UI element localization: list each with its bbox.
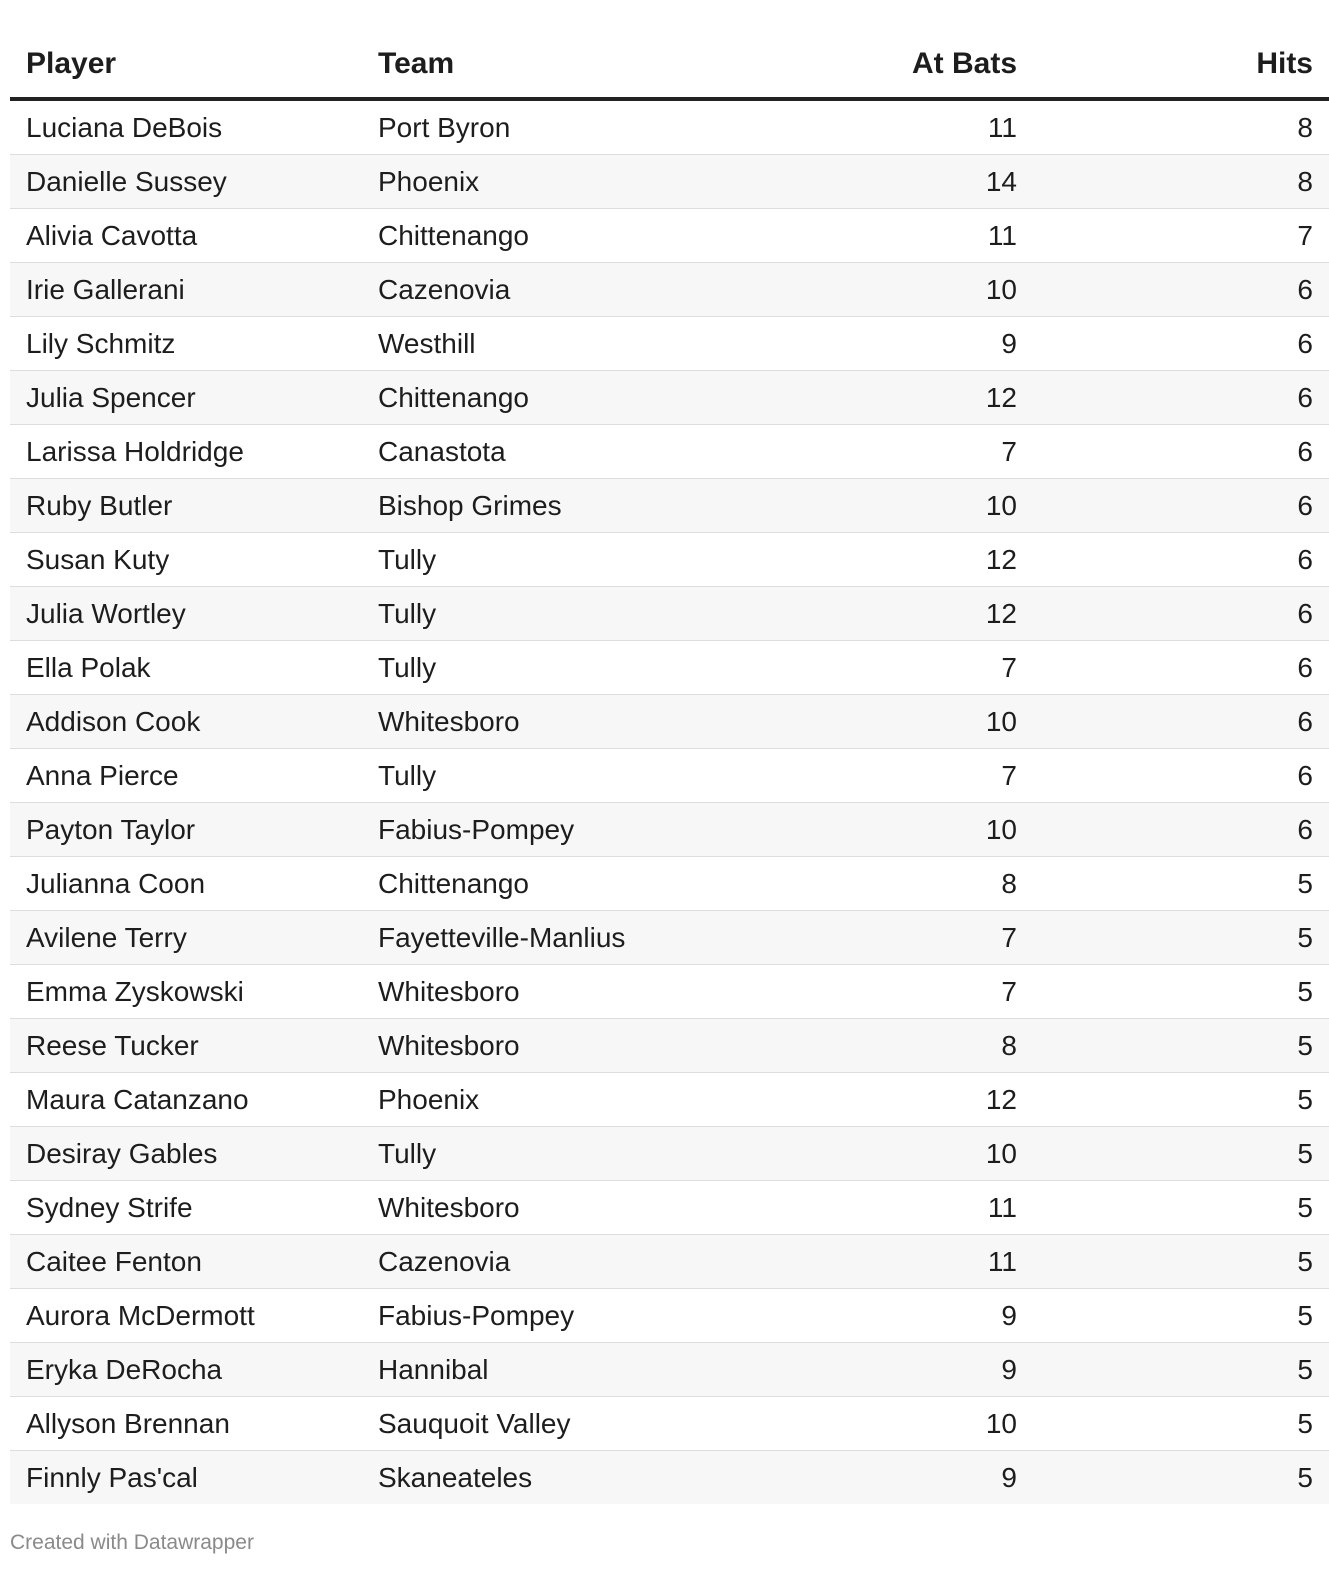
cell-hits: 5 (1033, 1181, 1329, 1235)
cell-team: Whitesboro (362, 965, 754, 1019)
cell-hits: 5 (1033, 1397, 1329, 1451)
cell-hits: 5 (1033, 1343, 1329, 1397)
cell-player: Avilene Terry (10, 911, 362, 965)
cell-team: Chittenango (362, 371, 754, 425)
cell-at-bats: 8 (754, 1019, 1033, 1073)
cell-at-bats: 10 (754, 695, 1033, 749)
cell-team: Hannibal (362, 1343, 754, 1397)
cell-hits: 8 (1033, 99, 1329, 155)
header-row (10, 30, 1329, 99)
table-body (10, 99, 1329, 1504)
stats-table-container (10, 30, 1313, 1504)
cell-hits: 5 (1033, 1127, 1329, 1181)
cell-hits: 6 (1033, 533, 1329, 587)
cell-player: Danielle Sussey (10, 155, 362, 209)
cell-hits: 5 (1033, 1289, 1329, 1343)
cell-at-bats: 7 (754, 641, 1033, 695)
cell-player: Lily Schmitz (10, 317, 362, 371)
cell-at-bats: 7 (754, 425, 1033, 479)
table-row (10, 99, 1329, 155)
cell-player: Emma Zyskowski (10, 965, 362, 1019)
cell-hits: 6 (1033, 371, 1329, 425)
cell-hits: 6 (1033, 587, 1329, 641)
cell-player: Payton Taylor (10, 803, 362, 857)
column-header-hits[interactable]: Hits (1033, 30, 1329, 99)
table-row (10, 317, 1329, 371)
table-row (10, 1343, 1329, 1397)
cell-hits: 6 (1033, 749, 1329, 803)
cell-team: Cazenovia (362, 263, 754, 317)
cell-team: Fayetteville-Manlius (362, 911, 754, 965)
cell-team: Chittenango (362, 857, 754, 911)
cell-player: Julianna Coon (10, 857, 362, 911)
table-row (10, 695, 1329, 749)
column-header-team[interactable]: Team (362, 30, 754, 99)
cell-at-bats: 11 (754, 209, 1033, 263)
table-row (10, 263, 1329, 317)
cell-player: Addison Cook (10, 695, 362, 749)
cell-player: Julia Wortley (10, 587, 362, 641)
table-row (10, 1181, 1329, 1235)
table-row (10, 749, 1329, 803)
cell-team: Tully (362, 1127, 754, 1181)
table-row (10, 1289, 1329, 1343)
cell-team: Skaneateles (362, 1451, 754, 1505)
cell-player: Irie Gallerani (10, 263, 362, 317)
cell-player: Eryka DeRocha (10, 1343, 362, 1397)
column-header-player[interactable]: Player (10, 30, 362, 99)
cell-at-bats: 9 (754, 1343, 1033, 1397)
cell-team: Whitesboro (362, 1019, 754, 1073)
cell-at-bats: 7 (754, 965, 1033, 1019)
cell-hits: 5 (1033, 1235, 1329, 1289)
cell-at-bats: 9 (754, 317, 1033, 371)
cell-at-bats: 10 (754, 479, 1033, 533)
cell-hits: 5 (1033, 1019, 1329, 1073)
cell-hits: 6 (1033, 695, 1329, 749)
cell-at-bats: 7 (754, 749, 1033, 803)
table-row (10, 1397, 1329, 1451)
cell-at-bats: 11 (754, 99, 1033, 155)
cell-team: Fabius-Pompey (362, 803, 754, 857)
cell-at-bats: 10 (754, 803, 1033, 857)
batting-stats-table (10, 30, 1329, 1504)
cell-hits: 6 (1033, 425, 1329, 479)
cell-at-bats: 9 (754, 1451, 1033, 1505)
cell-team: Canastota (362, 425, 754, 479)
table-row (10, 371, 1329, 425)
cell-team: Whitesboro (362, 695, 754, 749)
cell-hits: 6 (1033, 641, 1329, 695)
cell-player: Ruby Butler (10, 479, 362, 533)
cell-player: Maura Catanzano (10, 1073, 362, 1127)
table-row (10, 1073, 1329, 1127)
cell-player: Desiray Gables (10, 1127, 362, 1181)
table-row (10, 965, 1329, 1019)
cell-at-bats: 8 (754, 857, 1033, 911)
cell-player: Allyson Brennan (10, 1397, 362, 1451)
cell-hits: 7 (1033, 209, 1329, 263)
cell-at-bats: 11 (754, 1235, 1033, 1289)
cell-at-bats: 7 (754, 911, 1033, 965)
cell-hits: 5 (1033, 1451, 1329, 1505)
cell-team: Tully (362, 749, 754, 803)
cell-at-bats: 12 (754, 587, 1033, 641)
cell-team: Tully (362, 587, 754, 641)
table-row (10, 533, 1329, 587)
cell-team: Cazenovia (362, 1235, 754, 1289)
cell-team: Bishop Grimes (362, 479, 754, 533)
cell-hits: 5 (1033, 1073, 1329, 1127)
cell-player: Anna Pierce (10, 749, 362, 803)
cell-at-bats: 12 (754, 533, 1033, 587)
cell-player: Finnly Pas'cal (10, 1451, 362, 1505)
table-row (10, 587, 1329, 641)
table-row (10, 803, 1329, 857)
cell-at-bats: 9 (754, 1289, 1033, 1343)
cell-hits: 5 (1033, 911, 1329, 965)
cell-hits: 6 (1033, 803, 1329, 857)
table-row (10, 1451, 1329, 1505)
cell-player: Julia Spencer (10, 371, 362, 425)
cell-at-bats: 12 (754, 371, 1033, 425)
cell-at-bats: 10 (754, 263, 1033, 317)
cell-team: Fabius-Pompey (362, 1289, 754, 1343)
cell-team: Westhill (362, 317, 754, 371)
cell-hits: 8 (1033, 155, 1329, 209)
cell-player: Ella Polak (10, 641, 362, 695)
cell-at-bats: 10 (754, 1397, 1033, 1451)
table-row (10, 641, 1329, 695)
cell-hits: 5 (1033, 857, 1329, 911)
cell-player: Caitee Fenton (10, 1235, 362, 1289)
cell-player: Luciana DeBois (10, 99, 362, 155)
cell-team: Port Byron (362, 99, 754, 155)
cell-at-bats: 12 (754, 1073, 1033, 1127)
cell-player: Alivia Cavotta (10, 209, 362, 263)
cell-hits: 6 (1033, 317, 1329, 371)
cell-player: Larissa Holdridge (10, 425, 362, 479)
table-row (10, 209, 1329, 263)
cell-team: Whitesboro (362, 1181, 754, 1235)
cell-team: Phoenix (362, 1073, 754, 1127)
cell-hits: 5 (1033, 965, 1329, 1019)
cell-at-bats: 14 (754, 155, 1033, 209)
cell-team: Tully (362, 641, 754, 695)
datawrapper-credit[interactable]: Created with Datawrapper (10, 1531, 254, 1554)
table-row (10, 1127, 1329, 1181)
cell-hits: 6 (1033, 263, 1329, 317)
table-row (10, 479, 1329, 533)
table-row (10, 1235, 1329, 1289)
cell-team: Sauquoit Valley (362, 1397, 754, 1451)
cell-at-bats: 10 (754, 1127, 1033, 1181)
cell-at-bats: 11 (754, 1181, 1033, 1235)
cell-team: Chittenango (362, 209, 754, 263)
cell-player: Susan Kuty (10, 533, 362, 587)
cell-team: Phoenix (362, 155, 754, 209)
table-row (10, 425, 1329, 479)
column-header-at-bats[interactable]: At Bats (754, 30, 1033, 99)
table-row (10, 911, 1329, 965)
cell-player: Sydney Strife (10, 1181, 362, 1235)
cell-player: Reese Tucker (10, 1019, 362, 1073)
cell-hits: 6 (1033, 479, 1329, 533)
table-header (10, 30, 1329, 99)
cell-player: Aurora McDermott (10, 1289, 362, 1343)
table-row (10, 857, 1329, 911)
cell-team: Tully (362, 533, 754, 587)
table-row (10, 155, 1329, 209)
table-row (10, 1019, 1329, 1073)
